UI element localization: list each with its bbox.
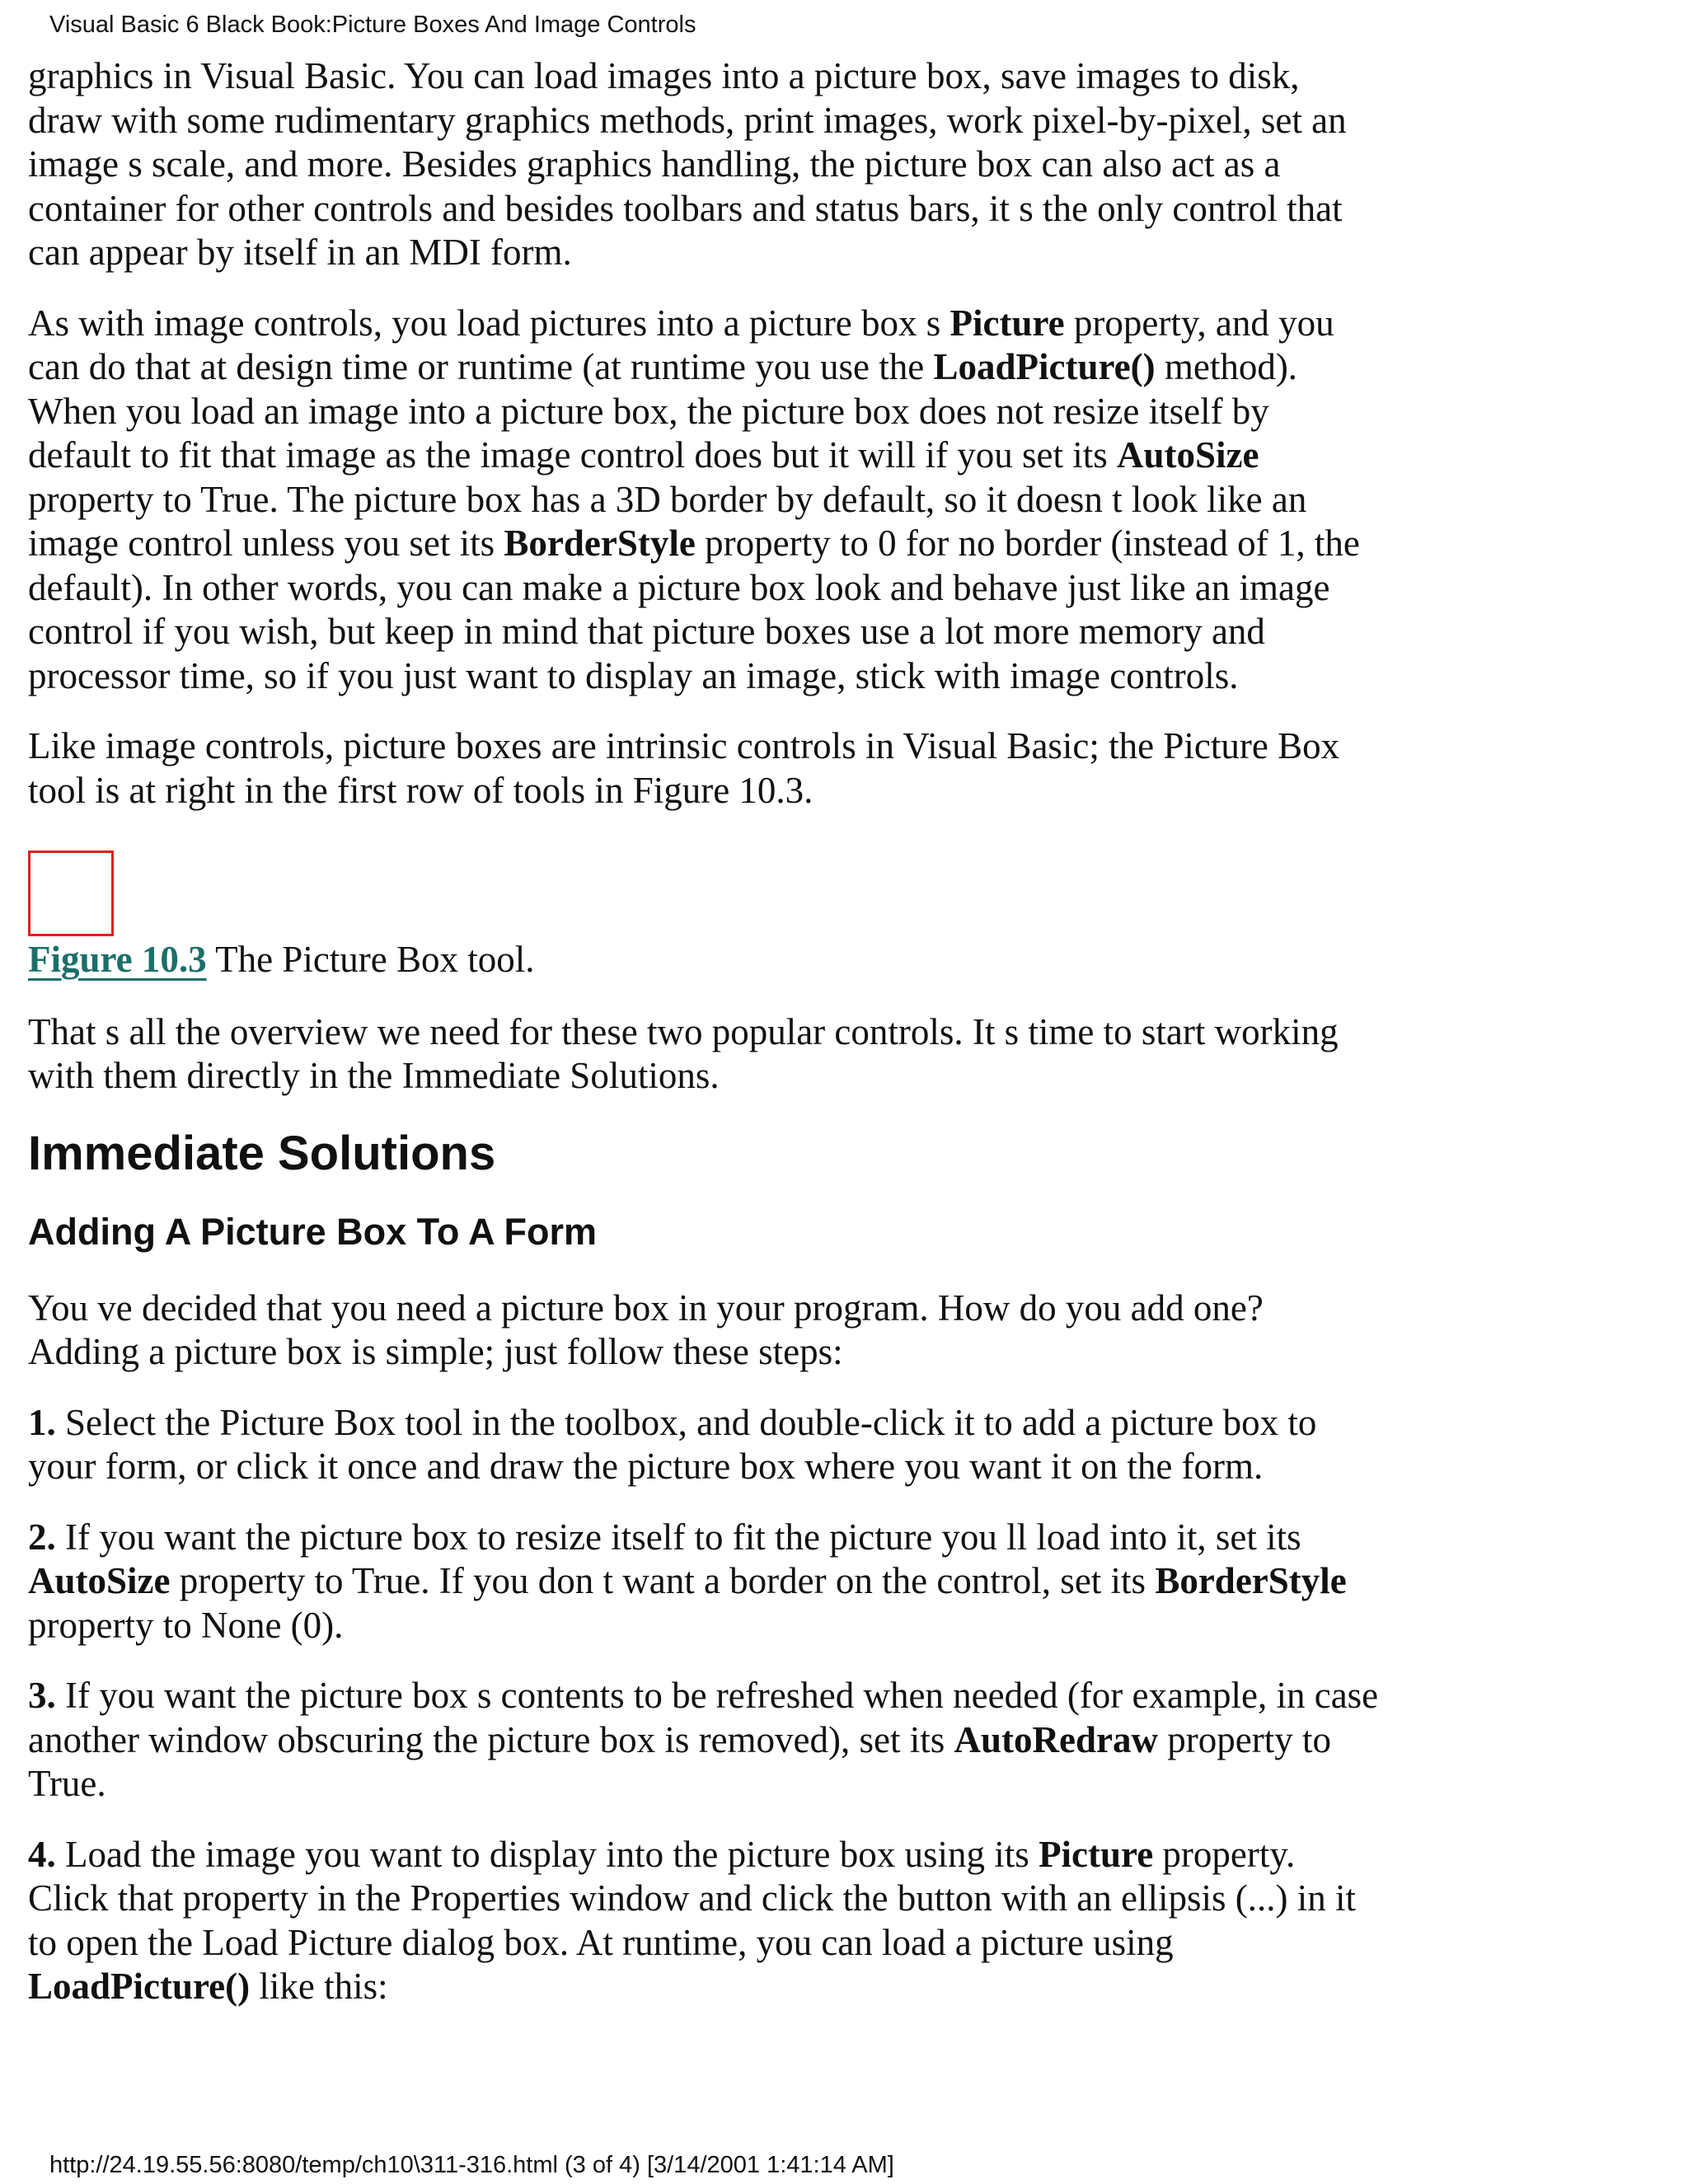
keyword-loadpicture: LoadPicture() bbox=[28, 1966, 251, 2007]
paragraph-steps-intro: You ve decided that you need a picture box in your program. How do you add one? Adding a picture box is simple; just follow these steps: bbox=[28, 1286, 1264, 1372]
step-number: 3. bbox=[28, 1675, 56, 1716]
keyword-autosize: AutoSize bbox=[28, 1560, 171, 1601]
paragraph-picture-property bbox=[28, 302, 1380, 699]
text-run: property to 0 for no border (instead of 1, the default). In other words, you can make a picture box look and behave just like an image control if you wish, but keep in mind that picture boxes use a lot more memory and processor time, so if you just want to display an image, stick with image controls. bbox=[28, 523, 1360, 696]
step-number: 4. bbox=[28, 1833, 56, 1875]
text-run: property. Click that property in the Properties window and click the button with an ellipsis (...) in it to open the Load Picture dialog box. At runtime, you can load a picture using bbox=[28, 1833, 1356, 1963]
step-number: 1. bbox=[28, 1401, 56, 1443]
step-2 bbox=[28, 1516, 1380, 1648]
step-3 bbox=[28, 1674, 1380, 1807]
page-header: Visual Basic 6 Black Book:Picture Boxes And Image Controls bbox=[49, 12, 696, 38]
figure-image-placeholder bbox=[28, 851, 114, 936]
step-1 bbox=[28, 1401, 1380, 1489]
figure-caption bbox=[28, 938, 1380, 982]
text-run: property to True. The picture box has a 3D border by default, so it doesn t look like an image control unless you set its bbox=[28, 478, 1307, 564]
keyword-autosize: AutoSize bbox=[1116, 434, 1259, 476]
keyword-autoredraw: AutoRedraw bbox=[954, 1718, 1158, 1760]
figure-link[interactable]: Figure 10.3 bbox=[28, 939, 207, 980]
text-run: Load the image you want to display into the picture box using its bbox=[55, 1833, 1039, 1875]
keyword-borderstyle: BorderStyle bbox=[1155, 1560, 1347, 1601]
step-number: 2. bbox=[28, 1516, 56, 1558]
keyword-picture: Picture bbox=[950, 302, 1065, 344]
paragraph-intrinsic-controls: Like image controls, picture boxes are intrinsic controls in Visual Basic; the Picture Box tool is at right in the first row of tools in Figure 10.3. bbox=[28, 725, 1340, 811]
text-run: property to True. bbox=[28, 1718, 1331, 1804]
text-run: property to None (0). bbox=[28, 1604, 344, 1646]
text-run: If you want the picture box s contents to be refreshed when needed (for example, in case another window obscuring the picture box is removed), set its bbox=[28, 1675, 1379, 1760]
figure-caption-text: The Picture Box tool. bbox=[206, 939, 535, 980]
text-run: method). When you load an image into a picture box, the picture box does not resize itself by default to fit that image as the image control does but it will if you set its bbox=[28, 346, 1298, 476]
document-body bbox=[28, 54, 1380, 2036]
page-footer-url: http://24.19.55.56:8080/temp/ch10\311-316.html (3 of 4) [3/14/2001 1:41:14 AM] bbox=[49, 2152, 894, 2178]
keyword-loadpicture: LoadPicture() bbox=[933, 346, 1156, 387]
text-run: Select the Picture Box tool in the toolbox, and double-click it to add a picture box to your form, or click it once and draw the picture box where you want it on the form. bbox=[28, 1401, 1317, 1487]
text-run: like this: bbox=[250, 1966, 388, 2007]
keyword-picture: Picture bbox=[1039, 1833, 1154, 1875]
text-run: If you want the picture box to resize itself to fit the picture you ll load into it, set its bbox=[55, 1516, 1301, 1558]
paragraph-overview: That s all the overview we need for these two popular controls. It s time to start working with them directly in the Immediate Solutions. bbox=[28, 1010, 1339, 1096]
text-run: property to True. If you don t want a border on the control, set its bbox=[170, 1560, 1156, 1601]
text-run: property, and you can do that at design time or runtime (at runtime you use the bbox=[28, 302, 1334, 387]
paragraph-intro: graphics in Visual Basic. You can load images into a picture box, save images to disk, draw with some rudimentary graphics methods, print images, work pixel-by-pixel, set an image s scale, and more. Besides graphics handling, the picture box can also act as a container for other controls and besides toolbars and status bars, it s the only control that can appear by itself in an MDI form. bbox=[28, 55, 1347, 273]
step-4 bbox=[28, 1833, 1380, 2009]
subsection-heading: Adding A Picture Box To A Form bbox=[28, 1210, 597, 1253]
keyword-borderstyle: BorderStyle bbox=[504, 523, 696, 564]
text-run: As with image controls, you load pictures into a picture box s bbox=[28, 302, 950, 344]
section-heading: Immediate Solutions bbox=[28, 1126, 496, 1180]
